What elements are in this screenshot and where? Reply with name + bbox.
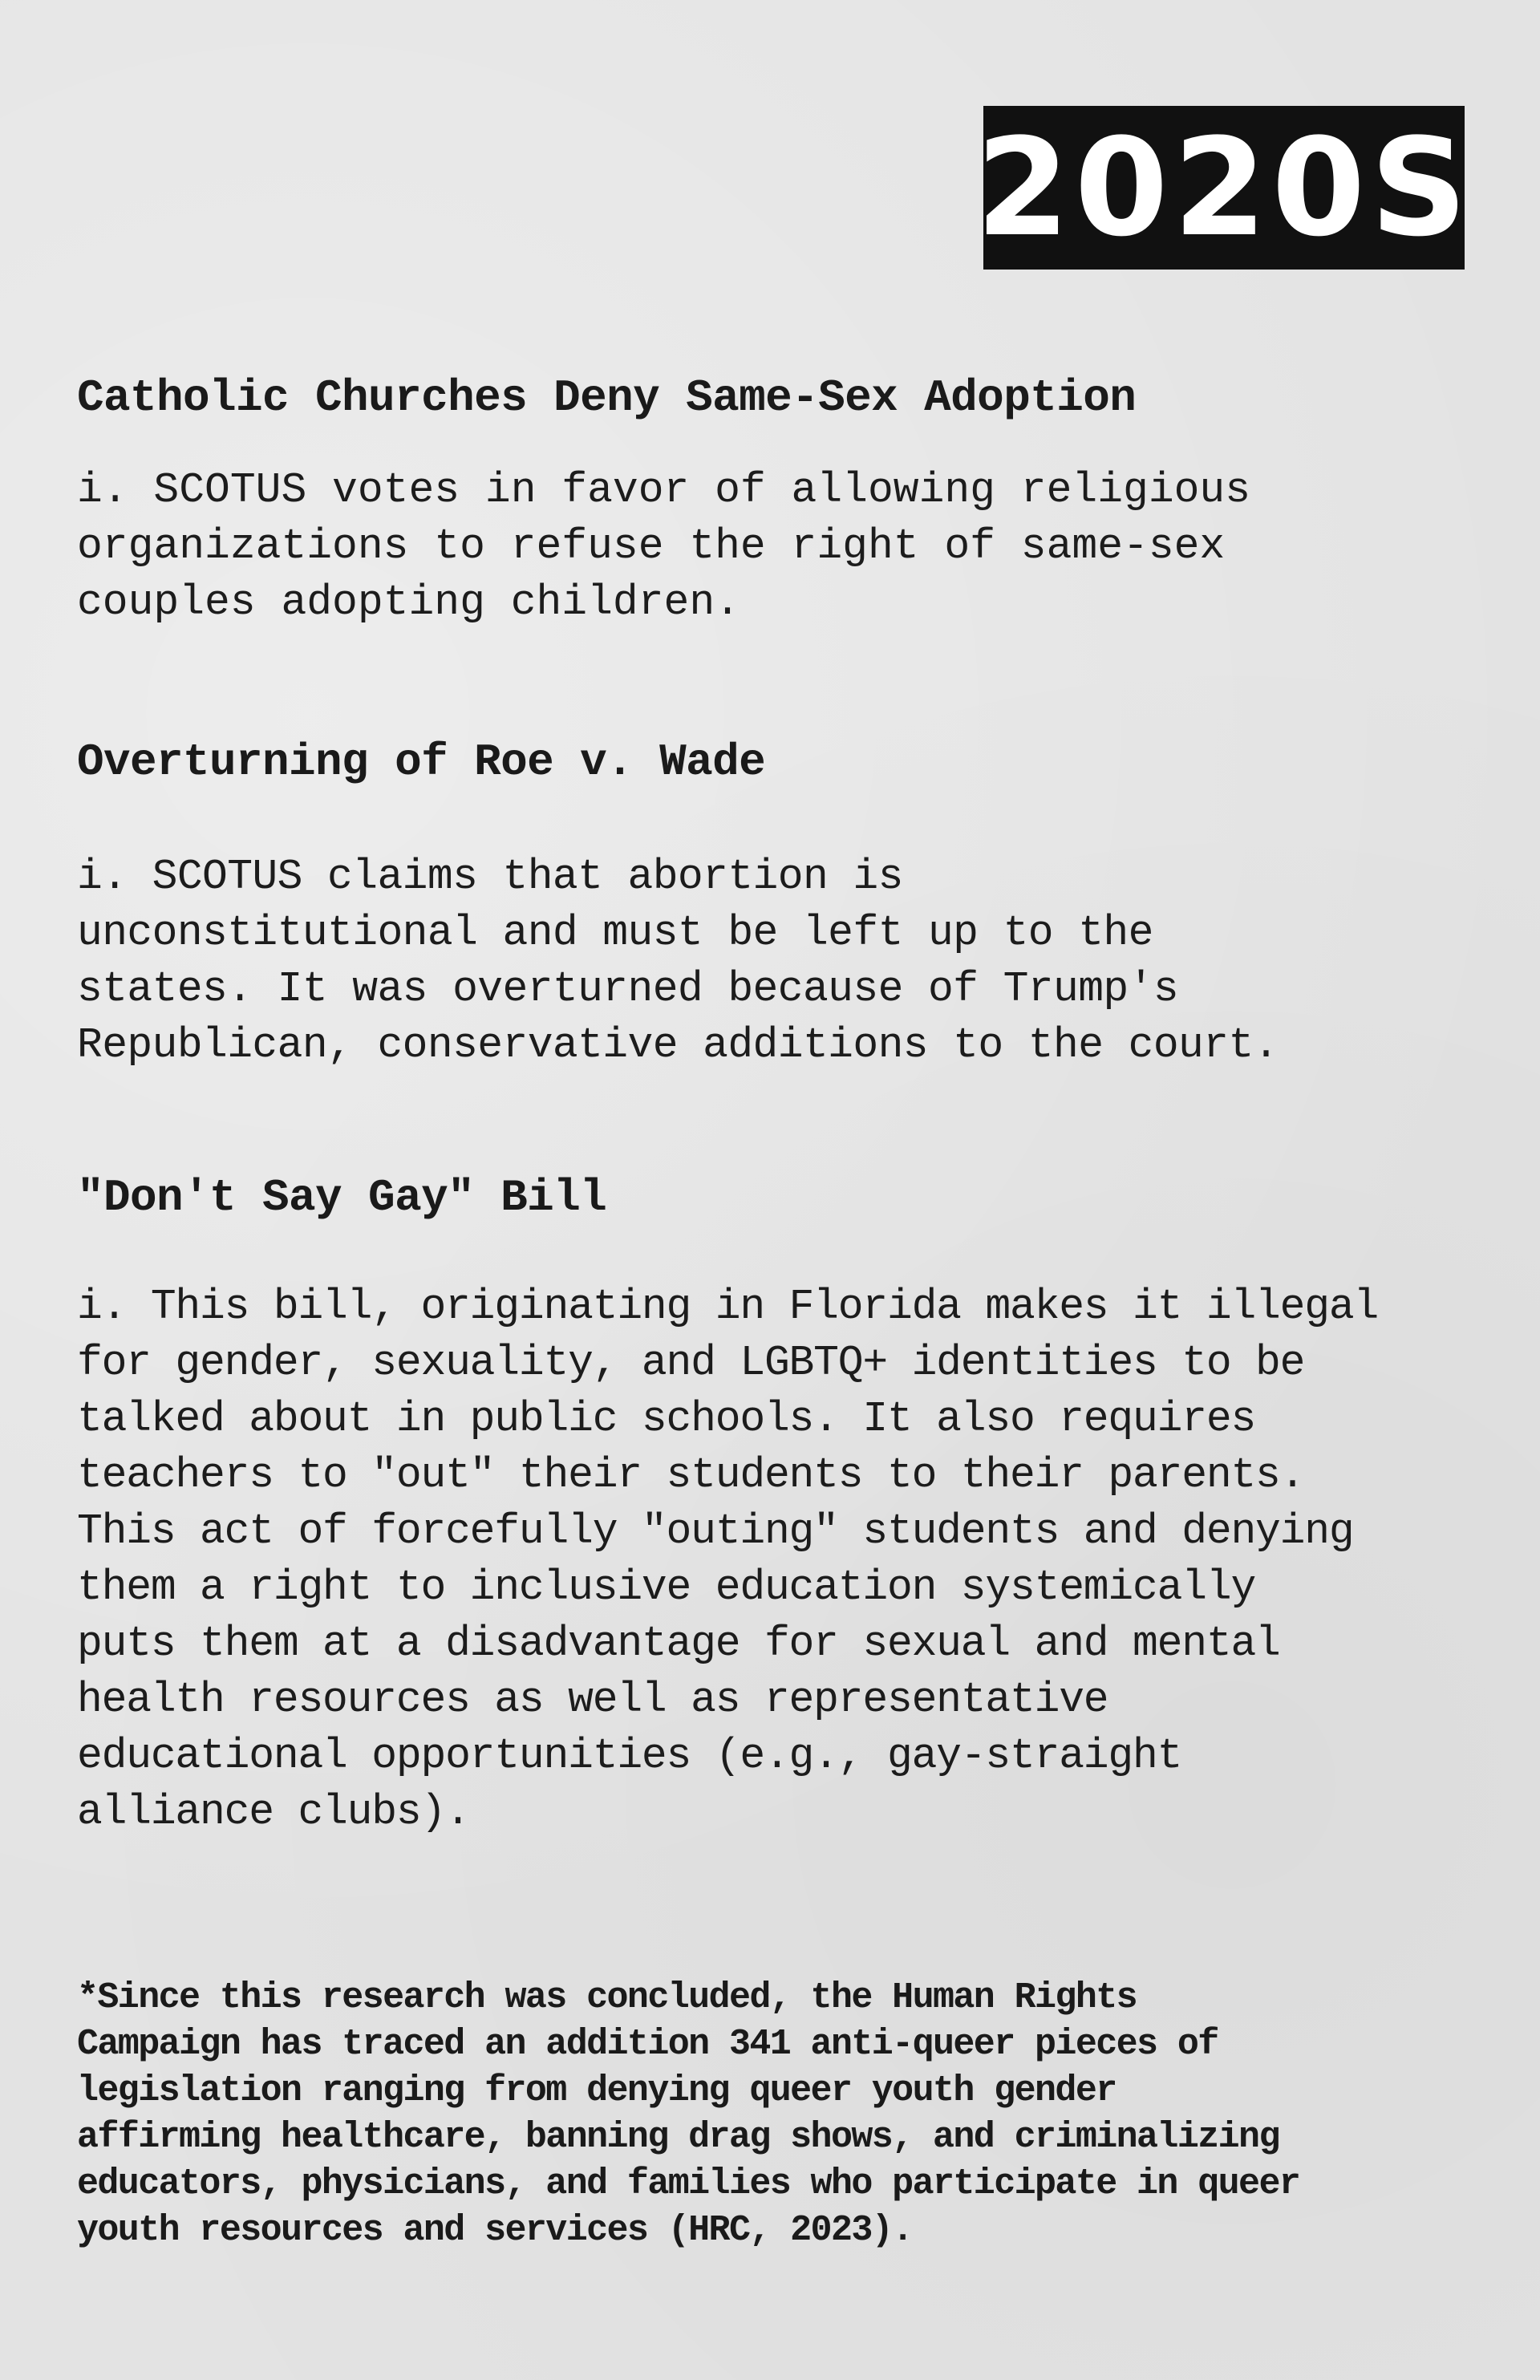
body-line: Republican, conservative additions to the court. [77, 1021, 1279, 1069]
footnote-line: legislation ranging from denying queer youth gender [77, 2070, 1116, 2111]
body-line: teachers to "out" their students to their parents. [77, 1451, 1305, 1499]
body-line: them a right to inclusive education systemically [77, 1563, 1256, 1612]
body-line: states. It was overturned because of Trump's [77, 965, 1179, 1013]
section-heading-dont-say-gay: "Don't Say Gay" Bill [77, 1172, 607, 1223]
section-body-dont-say-gay [77, 1279, 1378, 1840]
body-line: i. SCOTUS votes in favor of allowing religious [77, 466, 1251, 514]
body-line: i. SCOTUS claims that abortion is [77, 853, 903, 901]
section-heading-catholic-adoption: Catholic Churches Deny Same-Sex Adoption [77, 372, 1137, 424]
body-line: for gender, sexuality, and LGBTQ+ identities to be [77, 1339, 1305, 1387]
decade-title-badge [975, 106, 1473, 270]
footnote-line: affirming healthcare, banning drag shows, and criminalizing [77, 2117, 1279, 2158]
body-line: organizations to refuse the right of same-sex [77, 522, 1226, 570]
footnote-line: educators, physicians, and families who participate in queer [77, 2163, 1300, 2204]
section-body-roe-v-wade [77, 849, 1279, 1073]
body-line: unconstitutional and must be left up to the [77, 909, 1153, 957]
body-line: puts them at a disadvantage for sexual and mental [77, 1620, 1280, 1668]
body-line: health resources as well as representative [77, 1676, 1108, 1724]
body-line: alliance clubs). [77, 1788, 470, 1836]
body-line: talked about in public schools. It also requires [77, 1395, 1256, 1443]
footnote-line: youth resources and services (HRC, 2023). [77, 2210, 913, 2251]
body-line: i. This bill, originating in Florida makes it illegal [77, 1283, 1379, 1331]
footnote-line: Campaign has traced an addition 341 anti-queer pieces of [77, 2024, 1218, 2065]
section-body-catholic-adoption [77, 462, 1250, 630]
footnote [77, 1975, 1299, 2254]
section-heading-roe-v-wade: Overturning of Roe v. Wade [77, 736, 766, 788]
body-line: educational opportunities (e.g., gay-straight [77, 1732, 1182, 1780]
decade-title: 2020S [975, 109, 1473, 266]
body-line: couples adopting children. [77, 578, 740, 626]
footnote-line: *Since this research was concluded, the Human Rights [77, 1977, 1137, 2018]
body-line: This act of forcefully "outing" students and denying [77, 1507, 1354, 1555]
